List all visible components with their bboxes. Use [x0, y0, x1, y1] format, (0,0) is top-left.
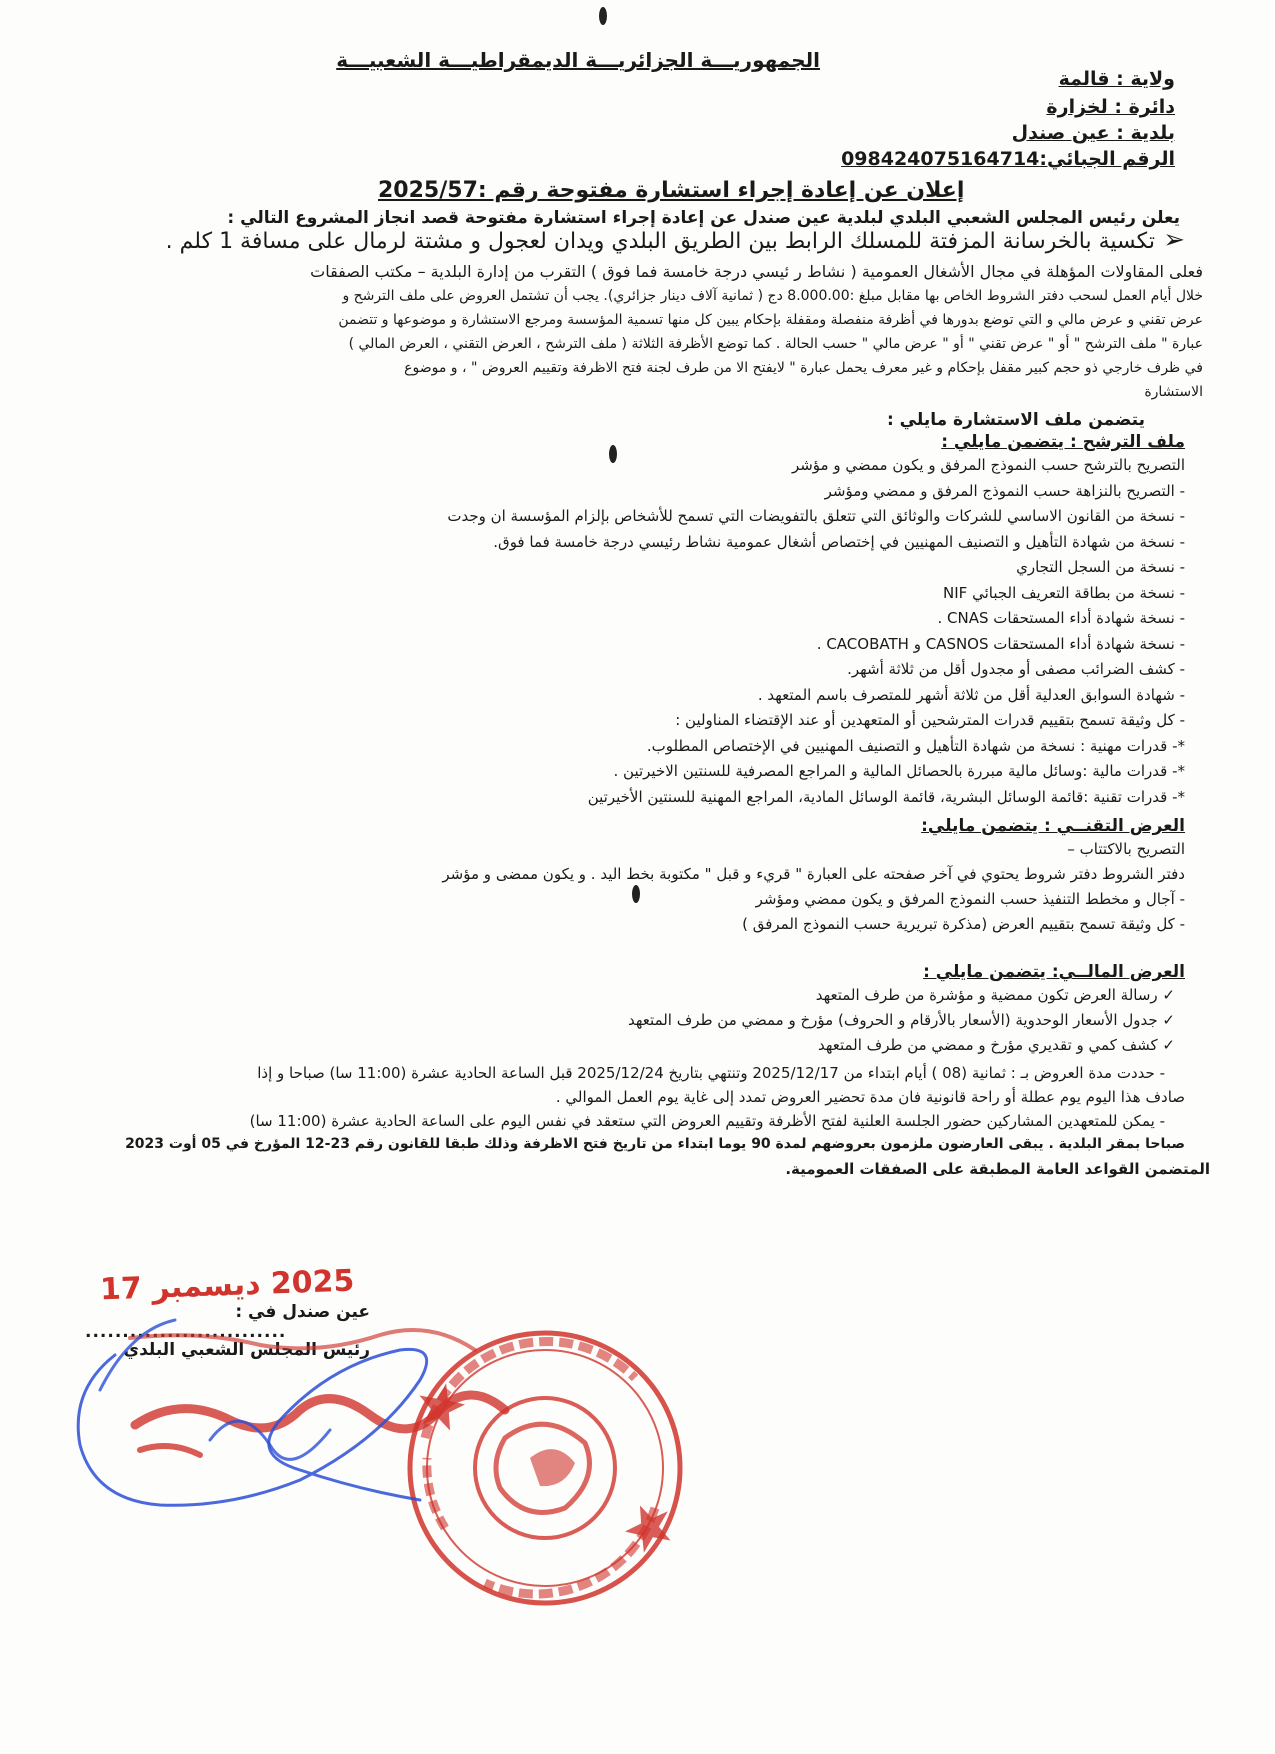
- candidacy-item-text: - نسخة من السجل التجاري: [1016, 558, 1185, 576]
- financial-item-text: كشف كمي و تقديري مؤرخ و ممضي من طرف المتعهد: [817, 1036, 1158, 1054]
- technical-item-text: التصريح بالاكتتاب –: [1067, 840, 1185, 858]
- check-icon: ✓: [1157, 986, 1175, 1004]
- paragraph-1: فعلى المقاولات المؤهلة في مجال الأشغال العمومية ( نشاط ر ئيسي درجة خامسة فما فوق ) التقرب من إدارة البلدية – مكتب الصفقات: [310, 262, 1203, 281]
- candidacy-item-text: - نسخة من القانون الاساسي للشركات والوثائق التي تتعلق بالتفويضات التي تسمح للأشخاص بإلزام المؤسسة ان وجدت: [447, 507, 1185, 525]
- announcement-intro: يعلن رئيس المجلس الشعبي البلدي لبلدية عين صندل عن إعادة إجراء استشارة مفتوحة قصد انجاز المشروع التالي :: [227, 208, 1180, 228]
- candidacy-item-text: - نسخة من شهادة التأهيل و التصنيف المهنيين في إختصاص أشغال عمومية نشاط رئيسي درجة خامسة فما فوق.: [493, 532, 1185, 551]
- official-seal: [407, 1333, 682, 1603]
- technical-item-text: - آجال و مخطط التنفيذ حسب النموذج المرفق و يكون ممضي ومؤشر: [755, 890, 1185, 908]
- paragraph-6: الاستشارة: [1144, 384, 1203, 400]
- check-icon: ✓: [1157, 1011, 1175, 1029]
- candidacy-item-text: - نسخة شهادة أداء المستحقات CNAS .: [937, 609, 1185, 627]
- candidacy-item-text: - شهادة السوابق العدلية أقل من ثلاثة أشهر للمتصرف باسم المتعهد .: [757, 685, 1185, 704]
- arrow-bullet-icon: ➢: [1154, 225, 1185, 255]
- paragraph-4: عبارة " ملف الترشح " أو " عرض تقني " أو " عرض مالي " حسب الحالة . كما توضع الأظرفة الثلاثة ( ملف الترشح ، العرض التقني ، العرض المالي ): [348, 336, 1203, 352]
- announcement-title: إعلان عن إعادة إجراء استشارة مفتوحة رقم :2025/57: [378, 178, 965, 203]
- deadline-line-3: - يمكن للمتعهدين المشاركين حضور الجلسة العلنية لفتح الأظرفة وتقييم العروض التي ستعقد في نفس اليوم على الساعة الحادية عشرة (11:00 سا): [249, 1112, 1165, 1130]
- red-handwritten-title: [130, 1330, 475, 1350]
- project-text: تكسية بالخرسانة المزفتة للمسلك الرابط بين الطريق البلدي ويدان لعجول و مشتة لرمال على مسافة 1 كلم .: [165, 229, 1155, 254]
- candidacy-item-text: - نسخة شهادة أداء المستحقات CASNOS و CACOBATH .: [816, 634, 1185, 653]
- technical-heading: العرض التقنــي : يتضمن مايلي:: [921, 816, 1185, 836]
- commune-label: بلدية : عين صندل: [1011, 122, 1175, 144]
- candidacy-item-text: - كشف الضرائب مصفى أو مجدول أقل من ثلاثة أشهر.: [847, 660, 1185, 678]
- deadline-line-4: صباحا بمقر البلدية . يبقى العارضون ملزمون بعروضهم لمدة 90 يوما ابتداء من تاريخ فتح الاظرفة وذلك طبقا للقانون رقم 23-12 المؤرخ في 05 أوت 2023: [125, 1136, 1185, 1152]
- paragraph-2: خلال أيام العمل لسحب دفتر الشروط الخاص بها مقابل مبلغ :8.000.00 دج ( ثمانية آلاف دينار جزائري). يجب أن تشتمل العروض على ملف الترشح و: [342, 288, 1203, 304]
- financial-item-text: رسالة العرض تكون ممضية و مؤشرة من طرف المتعهد: [815, 986, 1158, 1004]
- wilaya-label: ولاية : قالمة: [1058, 68, 1175, 90]
- signing-date-dots: ...........................: [85, 1322, 287, 1342]
- candidacy-heading: ملف الترشح : يتضمن مايلي :: [941, 432, 1185, 452]
- technical-item-text: - كل وثيقة تسمح بتقييم العرض (مذكرة تبريرية حسب النموذج المرفق ): [742, 915, 1185, 933]
- paragraph-5: في ظرف خارجي ذو حجم كبير مقفل بإحكام و غير معرف يحمل عبارة " لايفتح الا من طرف لجنة فتح الاظرفة وتقييم العروض " ، و موضوع: [404, 360, 1203, 376]
- file-contents-heading: يتضمن ملف الاستشارة مايلي :: [886, 410, 1145, 430]
- candidacy-item-text: *- قدرات مالية :وسائل مالية مبررة بالحصائل المالية و المراجع المصرفية للسنتين الاخيرتين .: [613, 762, 1185, 780]
- deadline-line-1: - حددت مدة العروض بـ : ثمانية (08 ) أيام ابتداء من 2025/12/17 وتنتهي بتاريخ 2025/12/24 قبل الساعة الحادية عشرة (11:00 سا) صباحا و إذا: [257, 1064, 1165, 1082]
- signing-place: عين صندل في :: [235, 1302, 370, 1322]
- daira-label: دائرة : لخزارة: [1046, 96, 1175, 118]
- tax-id-label: الرقم الجبائي:098424075164714: [841, 148, 1175, 170]
- paragraph-3: عرض تقني و عرض مالي و التي توضع بدورها في أظرفة منفصلة ومقفلة بإحكام يبين كل منها تسمية المؤسسة ومرجع الاستشارة و موضوعها و تتضمن: [338, 312, 1203, 328]
- candidacy-item-text: التصريح بالترشح حسب النموذج المرفق و يكون ممضي و مؤشر: [791, 456, 1185, 474]
- financial-item-text: جدول الأسعار الوحدوية (الأسعار بالأرقام و الحروف) مؤرخ و ممضي من طرف المتعهد: [628, 1011, 1158, 1029]
- candidacy-item-text: - كل وثيقة تسمح بتقييم قدرات المترشحين أو المتعهدين أو عند الإقتضاء المناولين :: [675, 711, 1185, 729]
- republic-title: الجمهوريـــة الجزائريـــة الديمقراطيـــة الشعبيـــة: [336, 48, 820, 72]
- deadline-line-5: المتضمن القواعد العامة المطبقة على الصفقات العمومية.: [785, 1160, 1210, 1178]
- signer-title: رئيس المجلس الشعبي البلدي: [123, 1340, 370, 1360]
- deadline-line-2: صادف هذا اليوم يوم عطلة أو راحة قانونية فان مدة تحضير العروض تمدد إلى غاية يوم العمل الموالي .: [555, 1088, 1185, 1106]
- financial-heading: العرض المالــي: يتضمن مايلي :: [923, 962, 1185, 982]
- candidacy-item-text: - التصريح بالنزاهة حسب النموذج المرفق و ممضي ومؤشر: [824, 481, 1185, 500]
- technical-item-text: دفتر الشروط دفتر شروط يحتوي في آخر صفحته على العبارة " قريء و قبل " مكتوبة بخط اليد . و يكون ممضى و مؤشر: [442, 865, 1185, 883]
- candidacy-item-text: - نسخة من بطاقة التعريف الجبائي NIF: [943, 583, 1185, 602]
- check-icon: ✓: [1157, 1036, 1175, 1054]
- date-stamp: 2025 ديسمبر 17: [99, 1263, 355, 1308]
- candidacy-item-text: *- قدرات تقنية :قائمة الوسائل البشرية، قائمة الوسائل المادية، المراجع المهنية للسنتين الأخيرتين: [587, 787, 1185, 806]
- candidacy-item-text: *- قدرات مهنية : نسخة من شهادة التأهيل و التصنيف المهنيين في الإختصاص المطلوب.: [646, 736, 1185, 755]
